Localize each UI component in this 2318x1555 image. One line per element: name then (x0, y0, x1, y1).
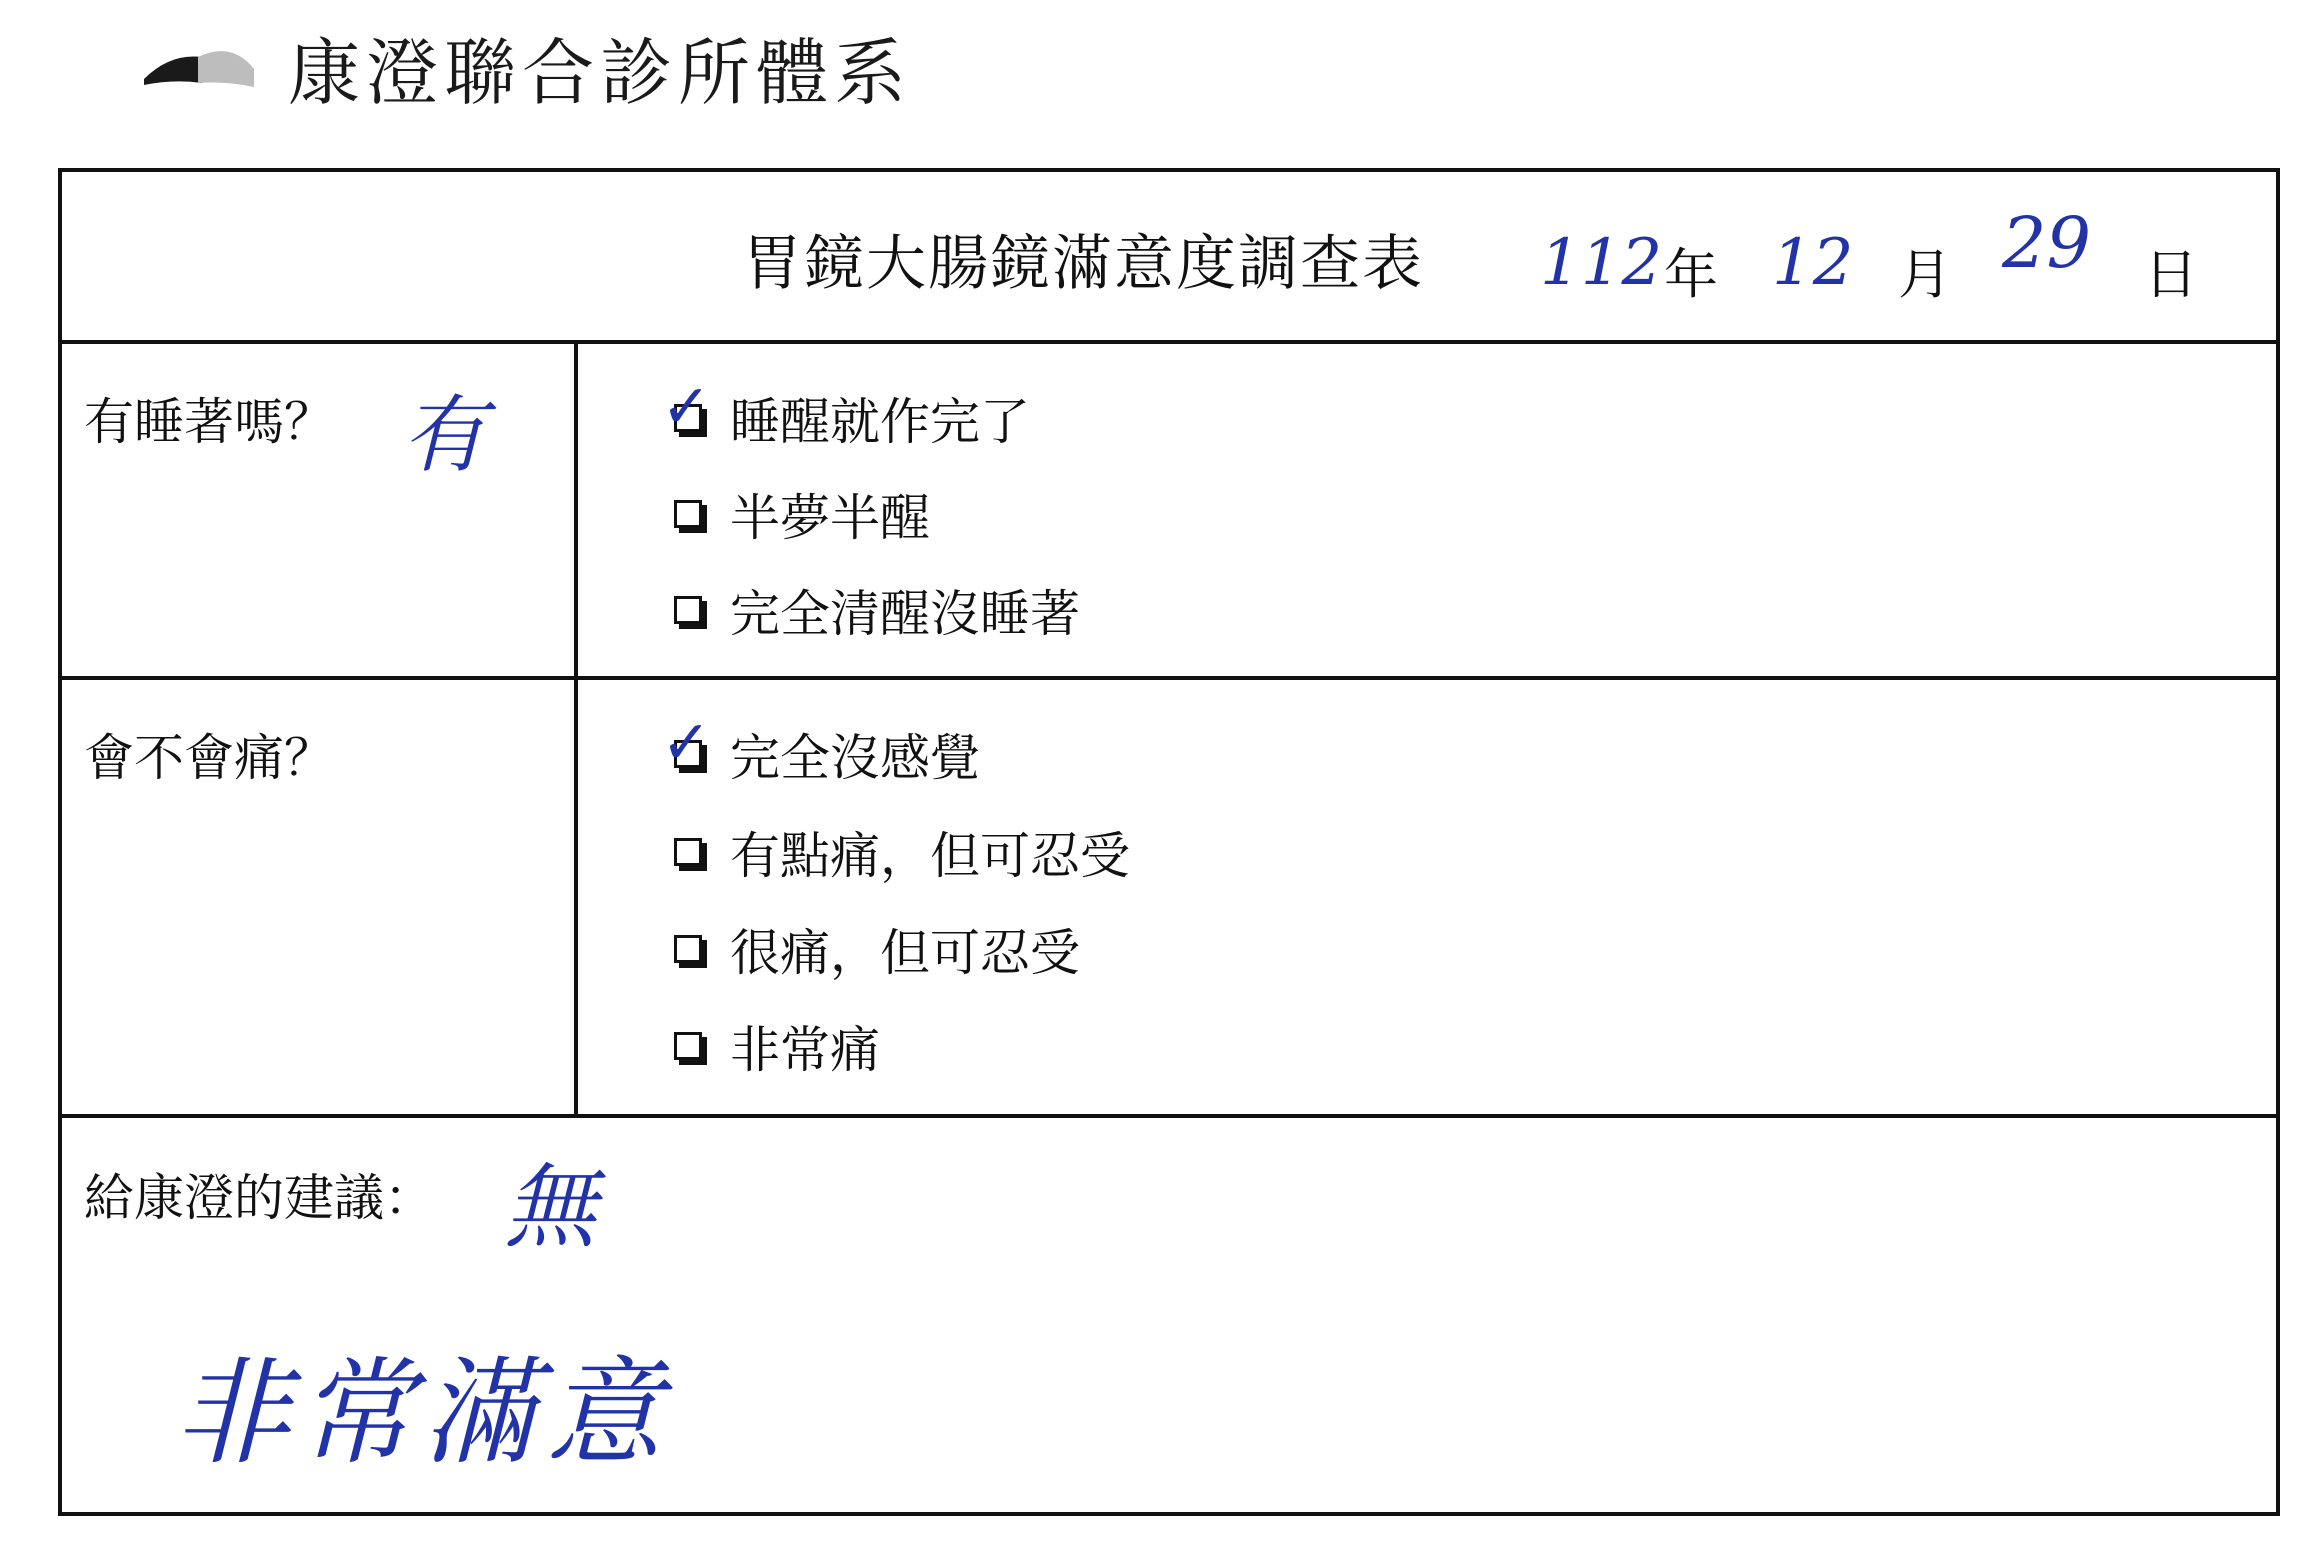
clinic-logo-icon (140, 39, 258, 95)
survey-form (58, 168, 2280, 1516)
q2-option-4[interactable] (674, 1010, 880, 1082)
option-label: 有點痛，但可忍受 (730, 827, 1130, 885)
clinic-name: 康澄聯合診所體系 (288, 31, 913, 115)
q2-option-1[interactable] (661, 708, 980, 790)
checkbox[interactable] (674, 500, 702, 528)
date-year-unit: 年 (1664, 243, 1718, 306)
form-title: 胃鏡大腸鏡滿意度調查表 (742, 229, 1424, 299)
option-label: 完全清醒沒睡著 (730, 585, 1080, 643)
checkbox-checked[interactable] (661, 708, 712, 778)
date-day-unit: 日 (2144, 243, 2198, 306)
divider (62, 1114, 2276, 1118)
option-label: 很痛，但可忍受 (730, 924, 1080, 982)
suggestion-label: 給康澄的建議： (84, 1169, 434, 1227)
q2-option-2[interactable] (674, 816, 1130, 888)
option-label: 完全沒感覺 (730, 729, 980, 787)
date-day-value: 29 (2002, 202, 2092, 284)
q1-option-1[interactable] (661, 372, 1030, 454)
check-mark-icon: ✓ (661, 708, 712, 778)
page-header (140, 22, 913, 115)
suggestion-handwritten-note: 非常滿意 (174, 1346, 670, 1481)
divider (62, 340, 2276, 344)
option-label: 非常痛 (730, 1021, 880, 1079)
q1-option-2[interactable] (674, 478, 930, 550)
option-label: 半夢半醒 (730, 489, 930, 547)
title-row (62, 172, 2276, 340)
date-month-value: 12 (1772, 226, 1854, 300)
checkbox-checked[interactable] (661, 372, 712, 442)
column-divider (574, 340, 578, 1114)
option-label: 睡醒就作完了 (730, 393, 1030, 451)
check-mark-icon: ✓ (661, 372, 712, 442)
checkbox[interactable] (674, 1032, 702, 1060)
q1-option-3[interactable] (674, 574, 1080, 646)
date-month-unit: 月 (1898, 243, 1952, 306)
divider (62, 676, 2276, 680)
suggestion-handwritten-answer: 無 (504, 1154, 597, 1261)
date-year-value: 112 (1540, 226, 1663, 300)
q1-label: 有睡著嗎？ (84, 393, 334, 451)
q1-handwritten-answer: 有 (402, 386, 487, 484)
checkbox[interactable] (674, 838, 702, 866)
checkbox[interactable] (674, 596, 702, 624)
q2-label: 會不會痛？ (84, 729, 334, 787)
q2-option-3[interactable] (674, 913, 1080, 985)
checkbox[interactable] (674, 935, 702, 963)
